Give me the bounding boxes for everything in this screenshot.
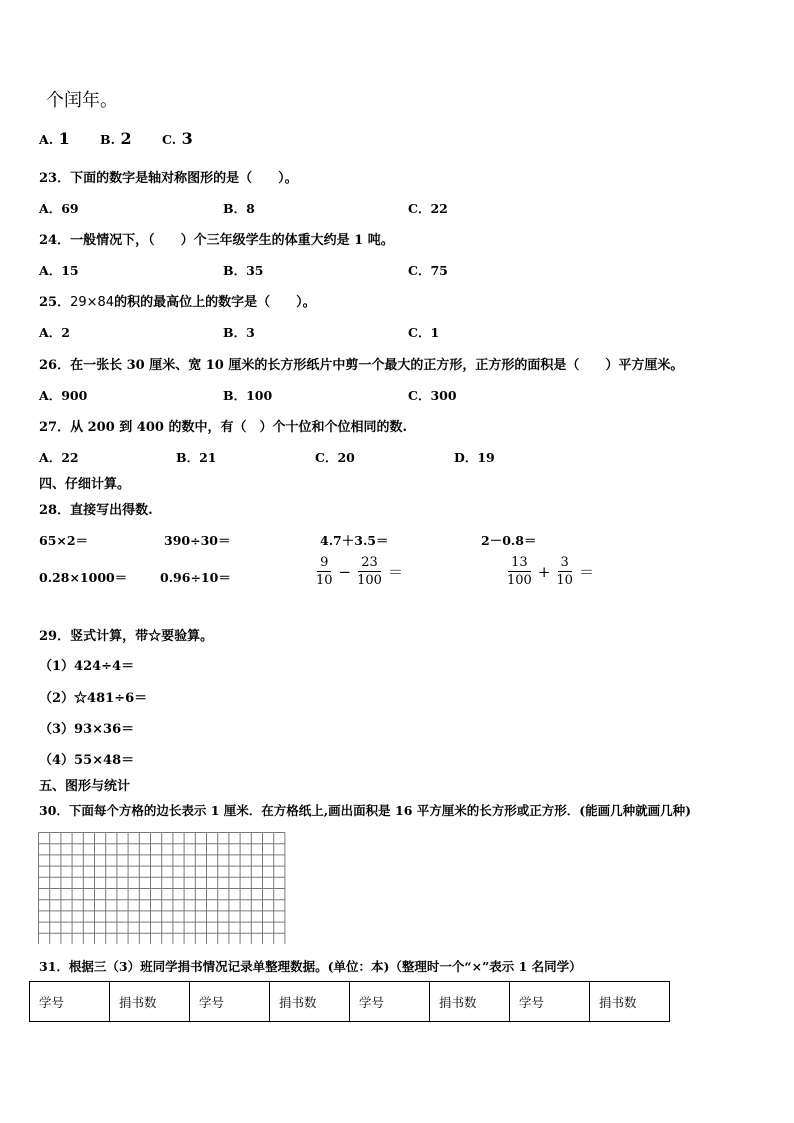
q22-option-c-value: 3 xyxy=(181,129,193,148)
q23-option-b: B．8 xyxy=(223,201,255,216)
q22-option-b-label: B. xyxy=(100,132,115,147)
q25-option-c: C．1 xyxy=(408,325,440,340)
q25-stem xyxy=(39,291,316,310)
table-header-cell: 学号 xyxy=(350,982,430,1022)
q22-option-c xyxy=(162,129,193,148)
fraction xyxy=(354,556,385,587)
denominator: 100 xyxy=(357,573,382,588)
q22-option-b xyxy=(100,129,132,148)
q28-fraction-expression-1 xyxy=(313,556,406,587)
fraction xyxy=(553,556,576,587)
q28-stem: 28．直接写出得数. xyxy=(39,503,153,518)
table-header-cell: 捐书数 xyxy=(430,982,510,1022)
denominator: 100 xyxy=(507,573,532,588)
q25-option-a: A．2 xyxy=(39,325,70,340)
section-4-heading: 四、仔细计算。 xyxy=(39,477,131,492)
q28-item-6: 0.96÷10＝ xyxy=(160,570,231,585)
numerator: 23 xyxy=(358,556,381,572)
table-header-cell: 捐书数 xyxy=(110,982,190,1022)
q26-option-b: B．100 xyxy=(223,388,273,403)
q29-item-4: （4）55×48＝ xyxy=(39,753,135,768)
q28-item-1: 65×2＝ xyxy=(39,533,89,548)
q25-option-b: B．3 xyxy=(223,325,255,340)
table-header-cell: 学号 xyxy=(190,982,270,1022)
q28-item-2: 390÷30＝ xyxy=(164,533,231,548)
q27-option-b: B．21 xyxy=(176,450,217,465)
q23-option-c: C．22 xyxy=(408,201,448,216)
q22-option-a-value: 1 xyxy=(58,129,70,148)
table-header-cell: 捐书数 xyxy=(590,982,670,1022)
q29-item-3: （3）93×36＝ xyxy=(39,722,135,737)
numerator: 13 xyxy=(508,556,531,572)
q24-option-a: A．15 xyxy=(39,263,79,278)
q25-expression: 29×84 xyxy=(70,295,115,310)
q28-fraction-expression-2 xyxy=(504,556,597,587)
q24-option-b: B．35 xyxy=(223,263,264,278)
q23-stem: 23．下面的数字是轴对称图形的是（ ）。 xyxy=(39,171,298,186)
q26-stem: 26．在一张长 30 厘米、宽 10 厘米的长方形纸片中剪一个最大的正方形，正方形的面积是（ ）平方厘米。 xyxy=(39,358,684,373)
square-grid-paper[interactable] xyxy=(38,832,288,944)
section-5-heading: 五、图形与统计 xyxy=(39,779,131,794)
q26-option-a: A．900 xyxy=(39,388,88,403)
q29-stem: 29．竖式计算，带☆要验算。 xyxy=(39,629,214,644)
q27-option-a: A．22 xyxy=(39,450,79,465)
q24-option-c: C．75 xyxy=(408,263,448,278)
table-row xyxy=(30,982,670,1022)
fraction xyxy=(313,556,336,587)
operator: + xyxy=(537,562,551,581)
q26-option-c: C．300 xyxy=(408,388,457,403)
table-header-cell: 捐书数 xyxy=(270,982,350,1022)
q23-option-a: A．69 xyxy=(39,201,79,216)
numerator: 9 xyxy=(317,556,331,572)
q22-option-a xyxy=(39,129,70,148)
equals-sign: ＝ xyxy=(387,563,403,581)
q24-stem: 24．一般情况下，（ ）个三年级学生的体重大约是 1 吨。 xyxy=(39,233,394,248)
fraction xyxy=(504,556,535,587)
donation-record-table xyxy=(29,981,670,1022)
q31-stem: 31．根据三（3）班同学捐书情况记录单整理数据。(单位：本)（整理时一个“×”表示 1 名同学） xyxy=(39,959,582,974)
q27-stem: 27．从 200 到 400 的数中，有（ ）个十位和个位相同的数. xyxy=(39,420,407,435)
q29-item-2: （2）☆481÷6＝ xyxy=(39,691,148,706)
q22-option-c-label: C. xyxy=(162,132,177,147)
q28-item-4: 2－0.8＝ xyxy=(481,533,537,548)
table-header-cell: 学号 xyxy=(510,982,590,1022)
denominator: 10 xyxy=(556,573,573,588)
table-header-cell: 学号 xyxy=(30,982,110,1022)
q29-item-1: （1）424÷4＝ xyxy=(39,659,135,674)
continued-text: 个闰年。 xyxy=(46,90,118,111)
denominator: 10 xyxy=(316,573,333,588)
q25-number: 25． xyxy=(39,295,71,310)
q25-rest: 的积的最高位上的数字是（ ）。 xyxy=(114,295,316,310)
q28-item-3: 4.7＋3.5＝ xyxy=(320,533,389,548)
q30-stem: 30．下面每个方格的边长表示 1 厘米．在方格纸上,画出面积是 16 平方厘米的长方形或正方形．(能画几种就画几种) xyxy=(39,803,692,818)
q27-option-d: D．19 xyxy=(454,450,495,465)
equals-sign: ＝ xyxy=(578,563,594,581)
operator: − xyxy=(338,562,352,581)
q22-option-b-value: 2 xyxy=(120,129,132,148)
numerator: 3 xyxy=(558,556,572,572)
q22-option-a-label: A. xyxy=(39,132,54,147)
q27-option-c: C．20 xyxy=(315,450,355,465)
q28-item-5: 0.28×1000＝ xyxy=(39,570,128,585)
